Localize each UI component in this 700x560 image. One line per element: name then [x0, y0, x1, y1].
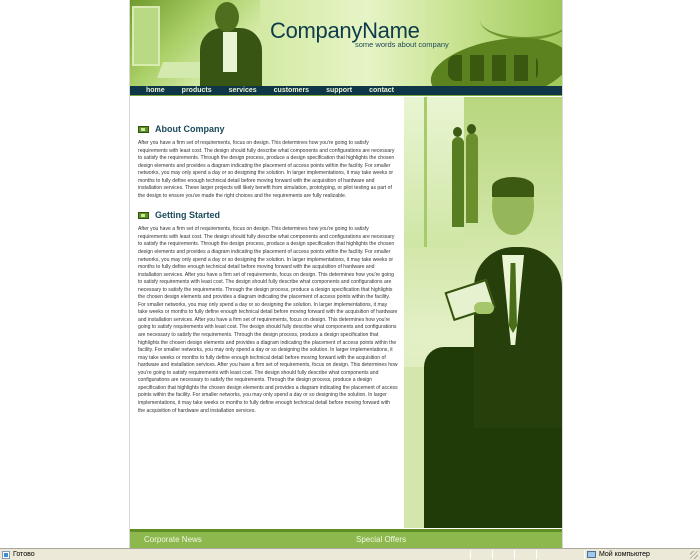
nav-item-customers[interactable]: customers	[273, 86, 310, 94]
computer-icon	[587, 551, 596, 558]
about-heading	[138, 122, 400, 136]
nav-item-home[interactable]: home	[146, 86, 165, 94]
about-text: After you have a firm set of requirements, focus on design. This determines how you're going to satisfy requirements with least cost. The design should fully describe what components and configurations are necessary to satisfy the requirements. Through the design process, produce a design specification that highlights the chosen design elements and provides a diagram indicating the placement of access points within the facility. For smaller networks, you may only spend a day or so designing the solution. In larger implementations, it may take weeks or months to fully define enough technical detail before moving forward with the acquisition of hardware and installation services. These larger projects will likely benefit from simulation, prototyping, or pilot testing as part of the design to ensure you've made the right choices and the requirements are fully realizable.	[138, 140, 395, 199]
header-banner	[130, 0, 562, 86]
footer-bar	[130, 532, 562, 548]
businessman-hand	[474, 302, 494, 314]
side-photo-businessman	[404, 97, 562, 528]
status-separator	[492, 550, 493, 559]
background-person	[466, 133, 478, 223]
getting-started-heading	[138, 208, 400, 222]
getting-started-section	[138, 208, 400, 415]
footer-corporate-news[interactable]: Corporate News	[144, 535, 202, 544]
bullet-icon	[138, 212, 149, 219]
businessman-shirt	[223, 32, 237, 72]
logo-company: Company	[270, 18, 363, 43]
businessman-head	[215, 2, 239, 32]
main-content	[138, 118, 400, 415]
status-separator	[470, 550, 471, 559]
monitor-icon	[132, 6, 160, 66]
nav-item-support[interactable]: support	[326, 86, 353, 94]
page-done-icon	[2, 551, 10, 559]
about-title: About Company	[155, 124, 225, 134]
status-left	[2, 549, 35, 560]
company-tagline: some words about company	[355, 40, 449, 49]
status-separator	[584, 550, 585, 559]
about-section	[138, 122, 400, 200]
logo-name: Name	[362, 18, 420, 43]
getting-started-title: Getting Started	[155, 210, 221, 221]
getting-started-text: After you have a firm set of requirements, focus on design. This determines how you're going to satisfy requirements with least cost. The design should fully describe what components and configurations are necessary to satisfy the requirements. Through the design process, produce a design specification that highlights the chosen design elements and provides a diagram indicating the placement of access points within the facility. For smaller networks, you may only spend a day or so designing the solution. In larger implementations, it may take weeks or months to fully define enough technical detail before moving forward with the acquisition of hardware and installation services. After you have a firm set of requirements, focus on design. This determines how you're going to satisfy requirements with least cost. The design should fully describe what components and configurations are necessary to satisfy the requirements. Through the design process, produce a design specification that highlights the chosen design elements and provides a diagram indicating the placement of access points within the facility. For smaller networks, you may only spend a day or so designing the solution. In larger implementations, it may take weeks or months to fully define enough technical detail before moving forward with the acquisition of hardware and installation services. After you have a firm set of requirements, focus on design. This determines how you're going to satisfy requirements with least cost. The design should fully describe what components and configurations are necessary to satisfy the requirements. Through the design process, produce a design specification that highlights the chosen design elements and provides a diagram indicating the placement of access points within the facility. For smaller networks, you may only spend a day or so designing the solution. In larger implementations, it may take weeks or months to fully define enough technical detail before moving forward with the acquisition of hardware and installation services. After you have a firm set of requirements, focus on design. This determines how you're going to satisfy requirements with least cost. The design should fully describe what components and configurations are necessary to satisfy the requirements. Through the design process, produce a design specification that highlights the chosen design elements and provides a diagram indicating the placement of access points within the facility. For smaller networks, you may only spend a day or so designing the solution. In larger implementations, it may take weeks or months to fully define enough technical detail before moving forward with the acquisition of hardware and installation services.	[138, 226, 398, 414]
status-zone	[587, 549, 650, 560]
browser-statusbar	[0, 548, 700, 560]
background-person-head	[453, 127, 462, 137]
nav-item-products[interactable]: products	[181, 86, 212, 94]
status-separator	[514, 550, 515, 559]
phone-cord	[480, 0, 562, 40]
status-separator	[536, 550, 537, 559]
page-right-border	[562, 0, 563, 548]
status-text: Готово	[13, 551, 35, 558]
page-container	[130, 0, 562, 548]
status-zone-text: Мой компьютер	[599, 551, 650, 558]
background-person	[452, 137, 464, 227]
background-person-head	[467, 124, 476, 134]
nav-item-services[interactable]: services	[228, 86, 257, 94]
nav-item-contact[interactable]: contact	[369, 86, 395, 94]
businessman-hair	[492, 177, 534, 197]
phone-keypad	[448, 55, 538, 81]
bullet-icon	[138, 126, 149, 133]
footer-special-offers[interactable]: Special Offers	[356, 535, 407, 544]
resize-grip[interactable]	[690, 551, 698, 559]
main-nav	[130, 86, 562, 96]
